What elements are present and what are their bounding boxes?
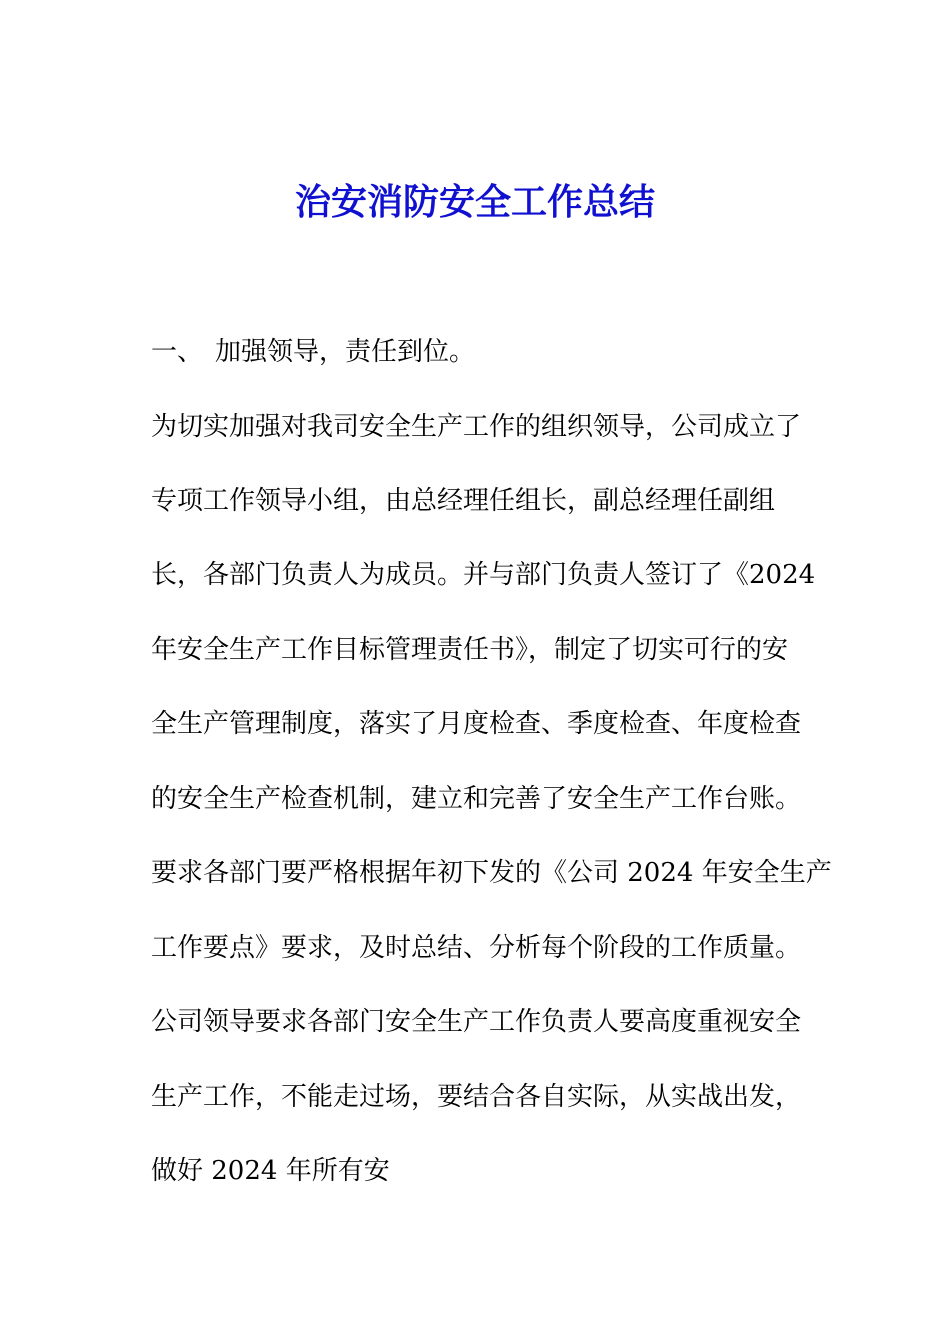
body-line: 生产工作，不能走过场，要结合各自实际，从实战出发， (151, 1082, 802, 1112)
document-title: 治安消防安全工作总结 (294, 182, 655, 223)
body-line: 年安全生产工作目标管理责任书》，制定了切实可行的安 (151, 635, 789, 665)
body-line: 全生产管理制度，落实了月度检查、季度检查、年度检查 (151, 709, 802, 739)
section-number: 一、 (151, 337, 204, 367)
section-heading (151, 332, 475, 372)
section-heading-text: 加强领导，责任到位。 (215, 337, 476, 367)
body-line: 要求各部门要严格根据年初下发的《公司 2024 年安全生产 (151, 858, 832, 888)
body-line: 为切实加强对我司安全生产工作的组织领导，公司成立了 (151, 412, 802, 442)
body-line: 专项工作领导小组，由总经理任组长，副总经理任副组 (151, 486, 776, 516)
body-line: 的安全生产检查机制，建立和完善了安全生产工作台账。 (151, 784, 802, 814)
body-line: 公司领导要求各部门安全生产工作负责人要高度重视安全 (151, 1007, 802, 1037)
body-line: 工作要点》要求，及时总结、分析每个阶段的工作质量。 (151, 933, 802, 963)
body-line: 长，各部门负责人为成员。并与部门负责人签订了《2024 (151, 560, 816, 590)
body-line: 做好 2024 年所有安 (151, 1156, 390, 1186)
